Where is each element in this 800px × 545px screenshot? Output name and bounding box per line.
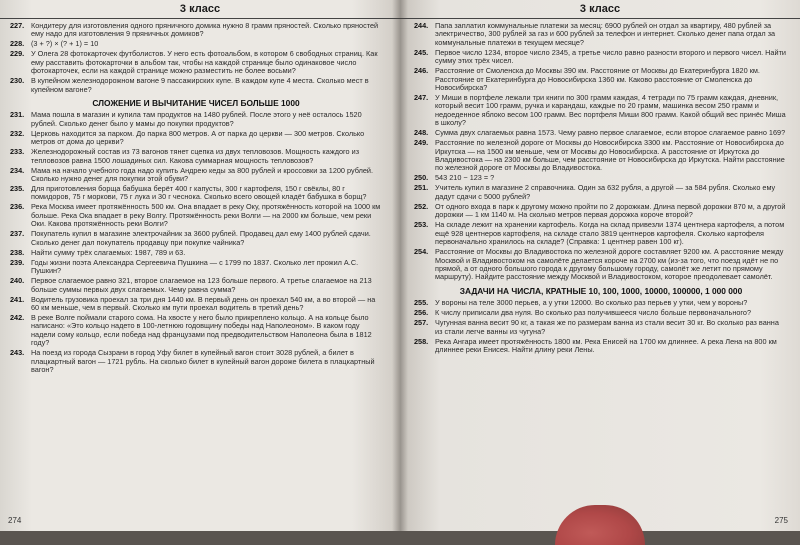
problem-item (10, 22, 382, 39)
problem-item (10, 230, 382, 247)
problem-number: 242. (10, 312, 25, 322)
problem-number: 252. (414, 201, 429, 211)
problem-text: Расстояние по железной дороге от Москвы до Новосибирска 3300 км. Расстояние от Новосибирска до Иркутска — на 1500 км меньше, чем от Москвы до Новосибирска. А расстояние от Иркутска до Владивостока — на 2300 км больше, чем расстояние от Новосибирска до Иркутска. Найти расстояние по железной дороге от Москвы до Владивостока. (435, 138, 785, 173)
problem-number: 237. (10, 229, 25, 239)
page-content (10, 22, 382, 376)
problem-number: 235. (10, 184, 25, 194)
problem-number: 248. (414, 128, 429, 138)
problem-number: 254. (414, 247, 429, 257)
page-number: 274 (8, 516, 22, 525)
problem-text: К числу приписали два нуля. Во сколько раз получившееся число больше первоначального? (435, 308, 752, 318)
problem-item (10, 249, 382, 257)
problem-item (414, 174, 788, 182)
problem-item (10, 277, 382, 294)
problem-text: На поезд из города Сызрани в город Уфу билет в купейный вагон стоит 3028 рублей, а билет в плацкартный вагон — 1721 рубль. На сколько билет в купейный вагон дороже билета в плацкартный вагон? (31, 348, 375, 374)
problem-text: Река Ангара имеет протяжённость 1800 км. Река Енисей на 1700 км длиннее. А река Лена на 800 км длиннее реки Енисея. Найти длину реки Лены. (435, 336, 777, 354)
problem-item (414, 22, 788, 47)
problem-number: 246. (414, 66, 429, 76)
right-page (400, 0, 800, 531)
problem-list (414, 22, 788, 282)
page-content (414, 22, 788, 356)
problem-text: Водитель грузовика проехал за три дня 1440 км. В первый день он проехал 540 км, а во второй — на 60 км меньше, чем в первый. Сколько км пути проехал водитель в третий день? (31, 294, 376, 312)
problem-text: Папа заплатил коммунальные платежи за месяц: 6900 рублей он отдал за квартиру, 480 рублей за электричество, 300 рублей за газ и 600 рублей за телефон и интернет. Сколько денег папа отдал за коммунальные платежи в текущем месяце? (435, 21, 776, 47)
problem-item (414, 184, 788, 201)
problem-number: 257. (414, 318, 429, 328)
problem-text: У Олега 28 фотокарточек футболистов. У него есть фотоальбом, в котором 6 свободных страниц. Как ему расставить фотокарточки в альбом так, чтобы на каждой странице было одинаковое число фотокарточек, если на каждой странице можно разместить не более восьми? (31, 49, 378, 76)
problem-text: Сумма двух слагаемых равна 1573. Чему равно первое слагаемое, если второе слагаемое равно 169? (435, 128, 786, 138)
page-header: 3 класс (400, 0, 800, 19)
problem-text: Мама на начало учебного года надо купить Андрею кеды за 800 рублей и кроссовки за 1200 рублей. Сколько нужно денег для покупки этой обуви? (31, 165, 373, 184)
problem-text: (3 + ?) × (? + 1) = 10 (31, 39, 99, 49)
problem-number: 229. (10, 49, 25, 59)
problem-text: Годы жизни поэта Александра Сергеевича Пушкина — с 1799 по 1837. Сколько лет прожил А.С. Пушкин? (31, 257, 359, 276)
problem-number: 250. (414, 173, 429, 183)
problem-text: От одного входа в парк к другому можно пройти по 2 дорожкам. Длина первой дорожки 870 м, а другой дорожки — 1 км 1140 м. На сколько метров первая дорожка короче второй? (435, 201, 786, 220)
problem-item (10, 314, 382, 348)
problem-item (414, 299, 788, 307)
problem-number: 239. (10, 257, 25, 267)
problem-text: Для приготовления борща бабушка берёт 400 г капусты, 300 г картофеля, 150 г свёклы, 80 г помидоров, 75 г моркови, 75 г лука и 30 г чеснока. Сколько всего овощей кладёт бабушка в борщ? (31, 184, 367, 202)
page-header: 3 класс (0, 0, 400, 19)
problem-number: 234. (10, 165, 25, 175)
problem-text: Покупатель купил в магазине электрочайник за 3600 рублей. Продавец дал ему 1400 рублей сдачи. Сколько денег дал покупатель продавцу при покупке чайника? (31, 229, 371, 247)
problem-number: 247. (414, 93, 429, 103)
problem-item (10, 77, 382, 94)
problem-item (414, 67, 788, 92)
problem-list (10, 111, 382, 374)
problem-item (10, 167, 382, 184)
problem-text: Расстояние от Москвы до Владивостока по железной дороге составляет 9200 км. А расстояние между Москвой и Владивостоком на самолёте делается короче на 2700 км (из-за того, что поезд идёт не по прямой, а от одного большого города к другому большому городу, самолёт же летит по прямому маршруту). Найдите расстояние между Москвой и Владивостоком, которое преодолевает самолёт. (435, 247, 784, 282)
problem-item (414, 221, 788, 246)
problem-item (10, 50, 382, 75)
problem-item (414, 309, 788, 317)
problem-number: 251. (414, 183, 429, 193)
section-title: СЛОЖЕНИЕ И ВЫЧИТАНИЕ ЧИСЕЛ БОЛЬШЕ 1000 (92, 98, 300, 109)
problem-item (414, 319, 788, 336)
problem-item (10, 111, 382, 128)
problem-text: Учитель купил в магазине 2 справочника. Один за 632 рубля, а другой — за 584 рубля. Сколько ему дадут сдачи с 5000 рублей? (435, 183, 776, 201)
problem-item (10, 185, 382, 202)
problem-text: 543 210 − 123 = ? (435, 173, 495, 183)
problem-item (414, 49, 788, 66)
problem-text: В купейном железнодорожном вагоне 9 пассажирских купе. В каждом купе 4 места. Сколько мест в купейном вагоне? (31, 76, 369, 94)
problem-number: 244. (414, 21, 429, 30)
problem-text: Железнодорожный состав из 73 вагонов тянет сцепка из двух тепловозов. Мощность каждого из тепловозов равна 1500 лошадиных сил. Какова суммарная мощность тепловозов? (31, 147, 360, 165)
problem-number: 228. (10, 39, 25, 49)
problem-item (414, 129, 788, 137)
problem-number: 232. (10, 128, 25, 138)
problem-item (10, 148, 382, 165)
problem-item (10, 259, 382, 276)
problem-text: В реке Волге поймали старого сома. На хвосте у него было прикреплено кольцо. А на кольце было написано: «Это кольцо надето в 100-летнюю годовщину победы над Наполеоном». В каком году надели сому кольцо, если победа над французами под предводительством Наполеона была в 1812 году? (31, 312, 372, 348)
problem-text: Найти сумму трёх слагаемых: 1987, 789 и 63. (31, 247, 186, 257)
problem-number: 245. (414, 47, 429, 57)
problem-list (10, 22, 382, 94)
problem-number: 255. (414, 298, 429, 308)
page-number: 275 (774, 516, 788, 525)
problem-item (10, 130, 382, 147)
problem-number: 256. (414, 308, 429, 318)
problem-number: 258. (414, 336, 429, 346)
problem-number: 227. (10, 21, 25, 30)
problem-text: У Миши в портфеле лежали три книги по 300 грамм каждая, 4 тетради по 75 грамм каждая, дневник, который весит 100 грамм, ручка и карандаш, каждые по 20 грамм, машинка весом 250 грамм и недоеденное яблоко весом 100 грамм. Вес портфеля Миши 800 грамм. Какой общий вес принёс Миша в школу? (435, 93, 786, 128)
left-page (0, 0, 400, 531)
problem-text: Река Москва имеет протяжённость 500 км. Она впадает в реку Оку, протяжённость которой на 1000 км больше. Река Ока впадает в реку Волгу. Протяжённость реки Волги — на 2000 км больше, чем реки Оки. Какова протяжённость реки Волги? (31, 202, 381, 229)
problem-number: 240. (10, 276, 25, 286)
problem-number: 231. (10, 110, 25, 120)
problem-list (414, 299, 788, 354)
problem-item (414, 94, 788, 128)
problem-item (414, 248, 788, 282)
problem-text: Мама пошла в магазин и купила там продуктов на 1480 рублей. После этого у неё осталось 1520 рублей. Сколько денег было у мамы до покупки продуктов? (31, 110, 362, 128)
problem-text: Церковь находится за парком. До парка 800 метров. А от парка до церкви — 300 метров. Сколько метров от дома до церкви? (31, 128, 365, 147)
problem-number: 238. (10, 247, 25, 257)
problem-number: 249. (414, 138, 429, 148)
problem-number: 243. (10, 348, 25, 358)
problem-item (10, 40, 382, 48)
problem-item (414, 338, 788, 355)
problem-text: Чугунная ванна весит 90 кг, а такая же по размерам ванна из стали весит 30 кг. Во сколько раз ванна из стали легче ванны из чугуна? (435, 318, 779, 336)
problem-text: На складе лежит на хранении картофель. Когда на склад привезли 1374 центнера картофеля, а потом ещё 928 центнеров картофеля, на складе стало 3819 центнеров картофеля. Сколько картофеля первоначально хранилось на складе? (Справка: 1 центнер равен 100 кг). (435, 220, 785, 247)
problem-item (10, 296, 382, 313)
problem-text: Первое число 1234, второе число 2345, а третье число равно разности второго и первого чисел. Найти сумму этих трёх чисел. (435, 47, 786, 66)
book-gutter (392, 0, 408, 531)
problem-item (10, 203, 382, 228)
problem-item (10, 349, 382, 374)
problem-number: 233. (10, 147, 25, 157)
problem-text: Кондитеру для изготовления одного пряничного домика нужно 8 грамм пряностей. Сколько пряностей ему надо для изготовления 9 пряничных домиков? (31, 21, 379, 39)
problem-number: 236. (10, 202, 25, 212)
problem-text: Расстояние от Смоленска до Москвы 390 км. Расстояние от Москвы до Екатеринбурга 1820 км. Расстояние от Екатеринбурга до Новосибирска 1360 км. Каково расстояние от Смоленска до Новосибирска? (435, 66, 760, 93)
problem-item (414, 203, 788, 220)
problem-text: Первое слагаемое равно 321, второе слагаемое на 123 больше первого. А третье слагаемое на 213 больше суммы первых двух слагаемых. Чему равна сумма? (31, 276, 372, 294)
problem-text: У вороны на теле 3000 перьев, а у утки 12000. Во сколько раз перьев у утки, чем у вороны? (435, 298, 748, 308)
section-title: ЗАДАЧИ НА ЧИСЛА, КРАТНЫЕ 10, 100, 1000, 10000, 100000, 1 000 000 (459, 285, 743, 296)
problem-number: 241. (10, 294, 25, 304)
problem-number: 253. (414, 220, 429, 230)
problem-item (414, 139, 788, 173)
problem-number: 230. (10, 76, 25, 86)
